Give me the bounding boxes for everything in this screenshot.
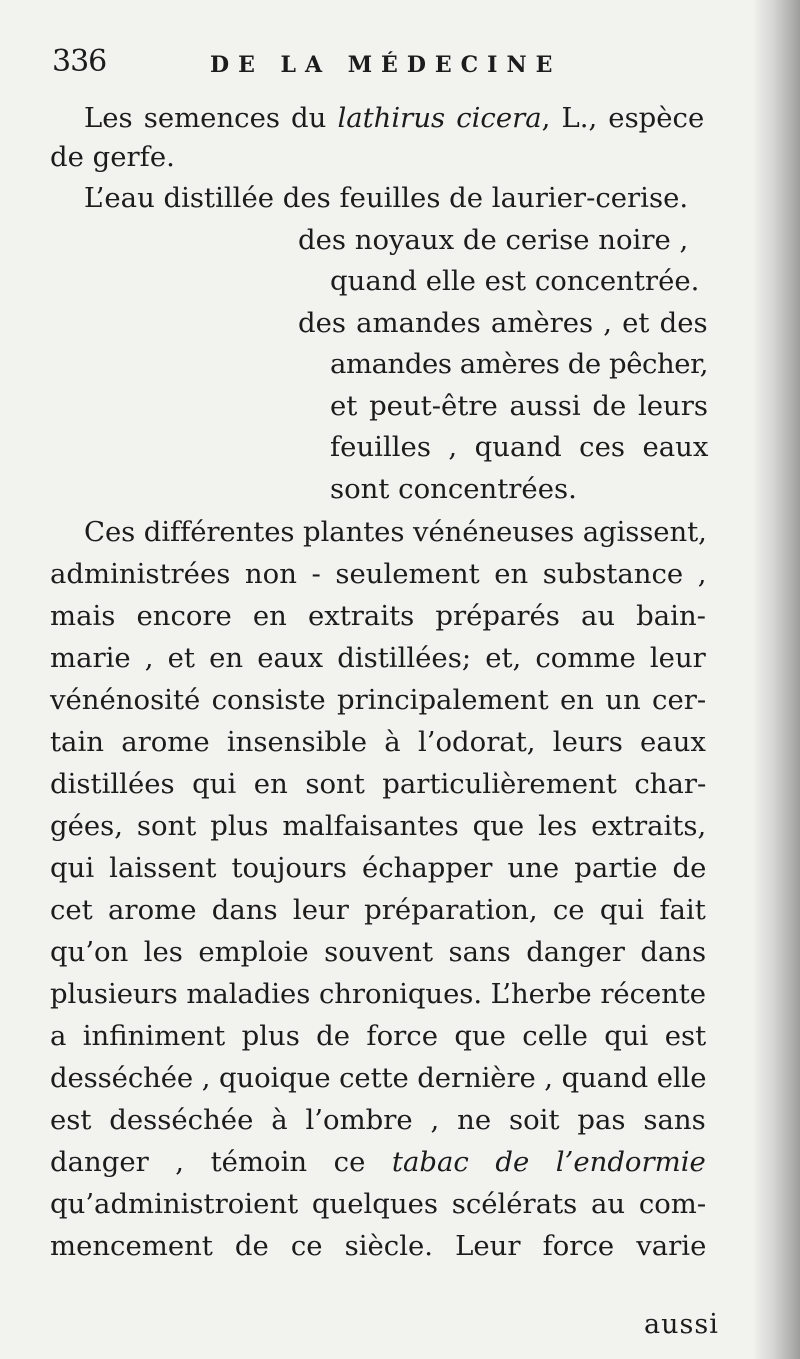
text-segment: Les semences du — [84, 102, 338, 134]
text-line — [50, 638, 706, 678]
text-segment: marie , et en eaux distillées; et, comme leur — [50, 642, 706, 674]
text-line — [84, 178, 688, 218]
text-segment: gées, sont plus malfaisantes que les extraits, — [50, 810, 707, 842]
text-line — [298, 303, 708, 343]
text-line — [50, 806, 706, 846]
text-line — [330, 261, 699, 301]
text-line — [50, 890, 706, 930]
text-line — [84, 512, 707, 552]
text-segment: de gerfe. — [50, 141, 175, 173]
italic-term: lathirus cicera — [337, 102, 542, 134]
text-segment: amandes amères de pêcher, — [330, 348, 709, 380]
text-line — [50, 1058, 706, 1098]
text-segment: plusieurs maladies chroniques. L’herbe récente — [50, 978, 706, 1010]
text-line — [50, 1016, 706, 1056]
italic-term: tabac de l’endormie — [391, 1146, 706, 1178]
text-segment: danger , témoin ce — [50, 1146, 392, 1178]
text-segment: des amandes amères , et des — [298, 307, 708, 339]
text-line — [50, 932, 706, 972]
text-line — [50, 1142, 706, 1182]
running-title: DE LA MÉDECINE — [210, 52, 562, 78]
text-segment: feuilles , quand ces eaux — [330, 431, 709, 463]
catchword: aussi — [644, 1309, 719, 1340]
text-line — [298, 220, 688, 260]
text-segment: desséchée , quoique cette dernière , quand elle — [50, 1062, 707, 1094]
text-segment: mencement de ce siècle. Leur force varie — [50, 1230, 707, 1262]
text-line — [50, 554, 706, 594]
text-segment: des noyaux de cerise noire , — [298, 224, 689, 256]
text-segment: qu’on les emploie souvent sans danger dans — [50, 936, 707, 968]
page-header — [52, 44, 752, 84]
page-number: 336 — [52, 44, 107, 79]
text-line — [50, 1226, 706, 1266]
text-line — [50, 764, 706, 804]
text-segment: sont concentrées. — [330, 473, 577, 505]
text-segment: quand elle est concentrée. — [330, 265, 700, 297]
text-segment: cet arome dans leur préparation, ce qui fait — [50, 894, 706, 926]
text-segment: vénénosité consiste principalement en un cer- — [50, 684, 707, 716]
text-line — [50, 137, 175, 177]
text-segment: Ces différentes plantes vénéneuses agissent, — [84, 516, 707, 548]
text-segment: L’eau distillée des feuilles de laurier-cerise. — [84, 182, 689, 214]
text-segment: est desséchée à l’ombre , ne soit pas sans — [50, 1104, 706, 1136]
text-segment: mais encore en extraits préparés au bain- — [50, 600, 706, 632]
text-line — [50, 722, 706, 762]
text-segment: qui laissent toujours échapper une partie de — [50, 852, 707, 884]
text-line — [330, 469, 577, 509]
text-line — [330, 386, 708, 426]
text-line — [50, 596, 706, 636]
text-line — [50, 848, 706, 888]
text-line — [50, 1184, 706, 1224]
text-line — [330, 344, 708, 384]
text-segment: et peut-être aussi de leurs — [330, 390, 709, 422]
text-segment: tain arome insensible à l’odorat, leurs eaux — [50, 726, 706, 758]
text-segment: a infiniment plus de force que celle qui est — [50, 1020, 707, 1052]
page-edge-shadow — [752, 0, 800, 1359]
text-line — [50, 1100, 706, 1140]
text-line — [84, 98, 704, 138]
text-segment: administrées non - seulement en substance , — [50, 558, 707, 590]
text-line — [50, 680, 706, 720]
text-line — [330, 427, 708, 467]
text-segment: qu’administroient quelques scélérats au com- — [50, 1188, 707, 1220]
text-segment: , L., espèce — [541, 102, 705, 134]
text-line — [50, 974, 706, 1014]
text-segment: distillées qui en sont particulièrement char- — [50, 768, 707, 800]
